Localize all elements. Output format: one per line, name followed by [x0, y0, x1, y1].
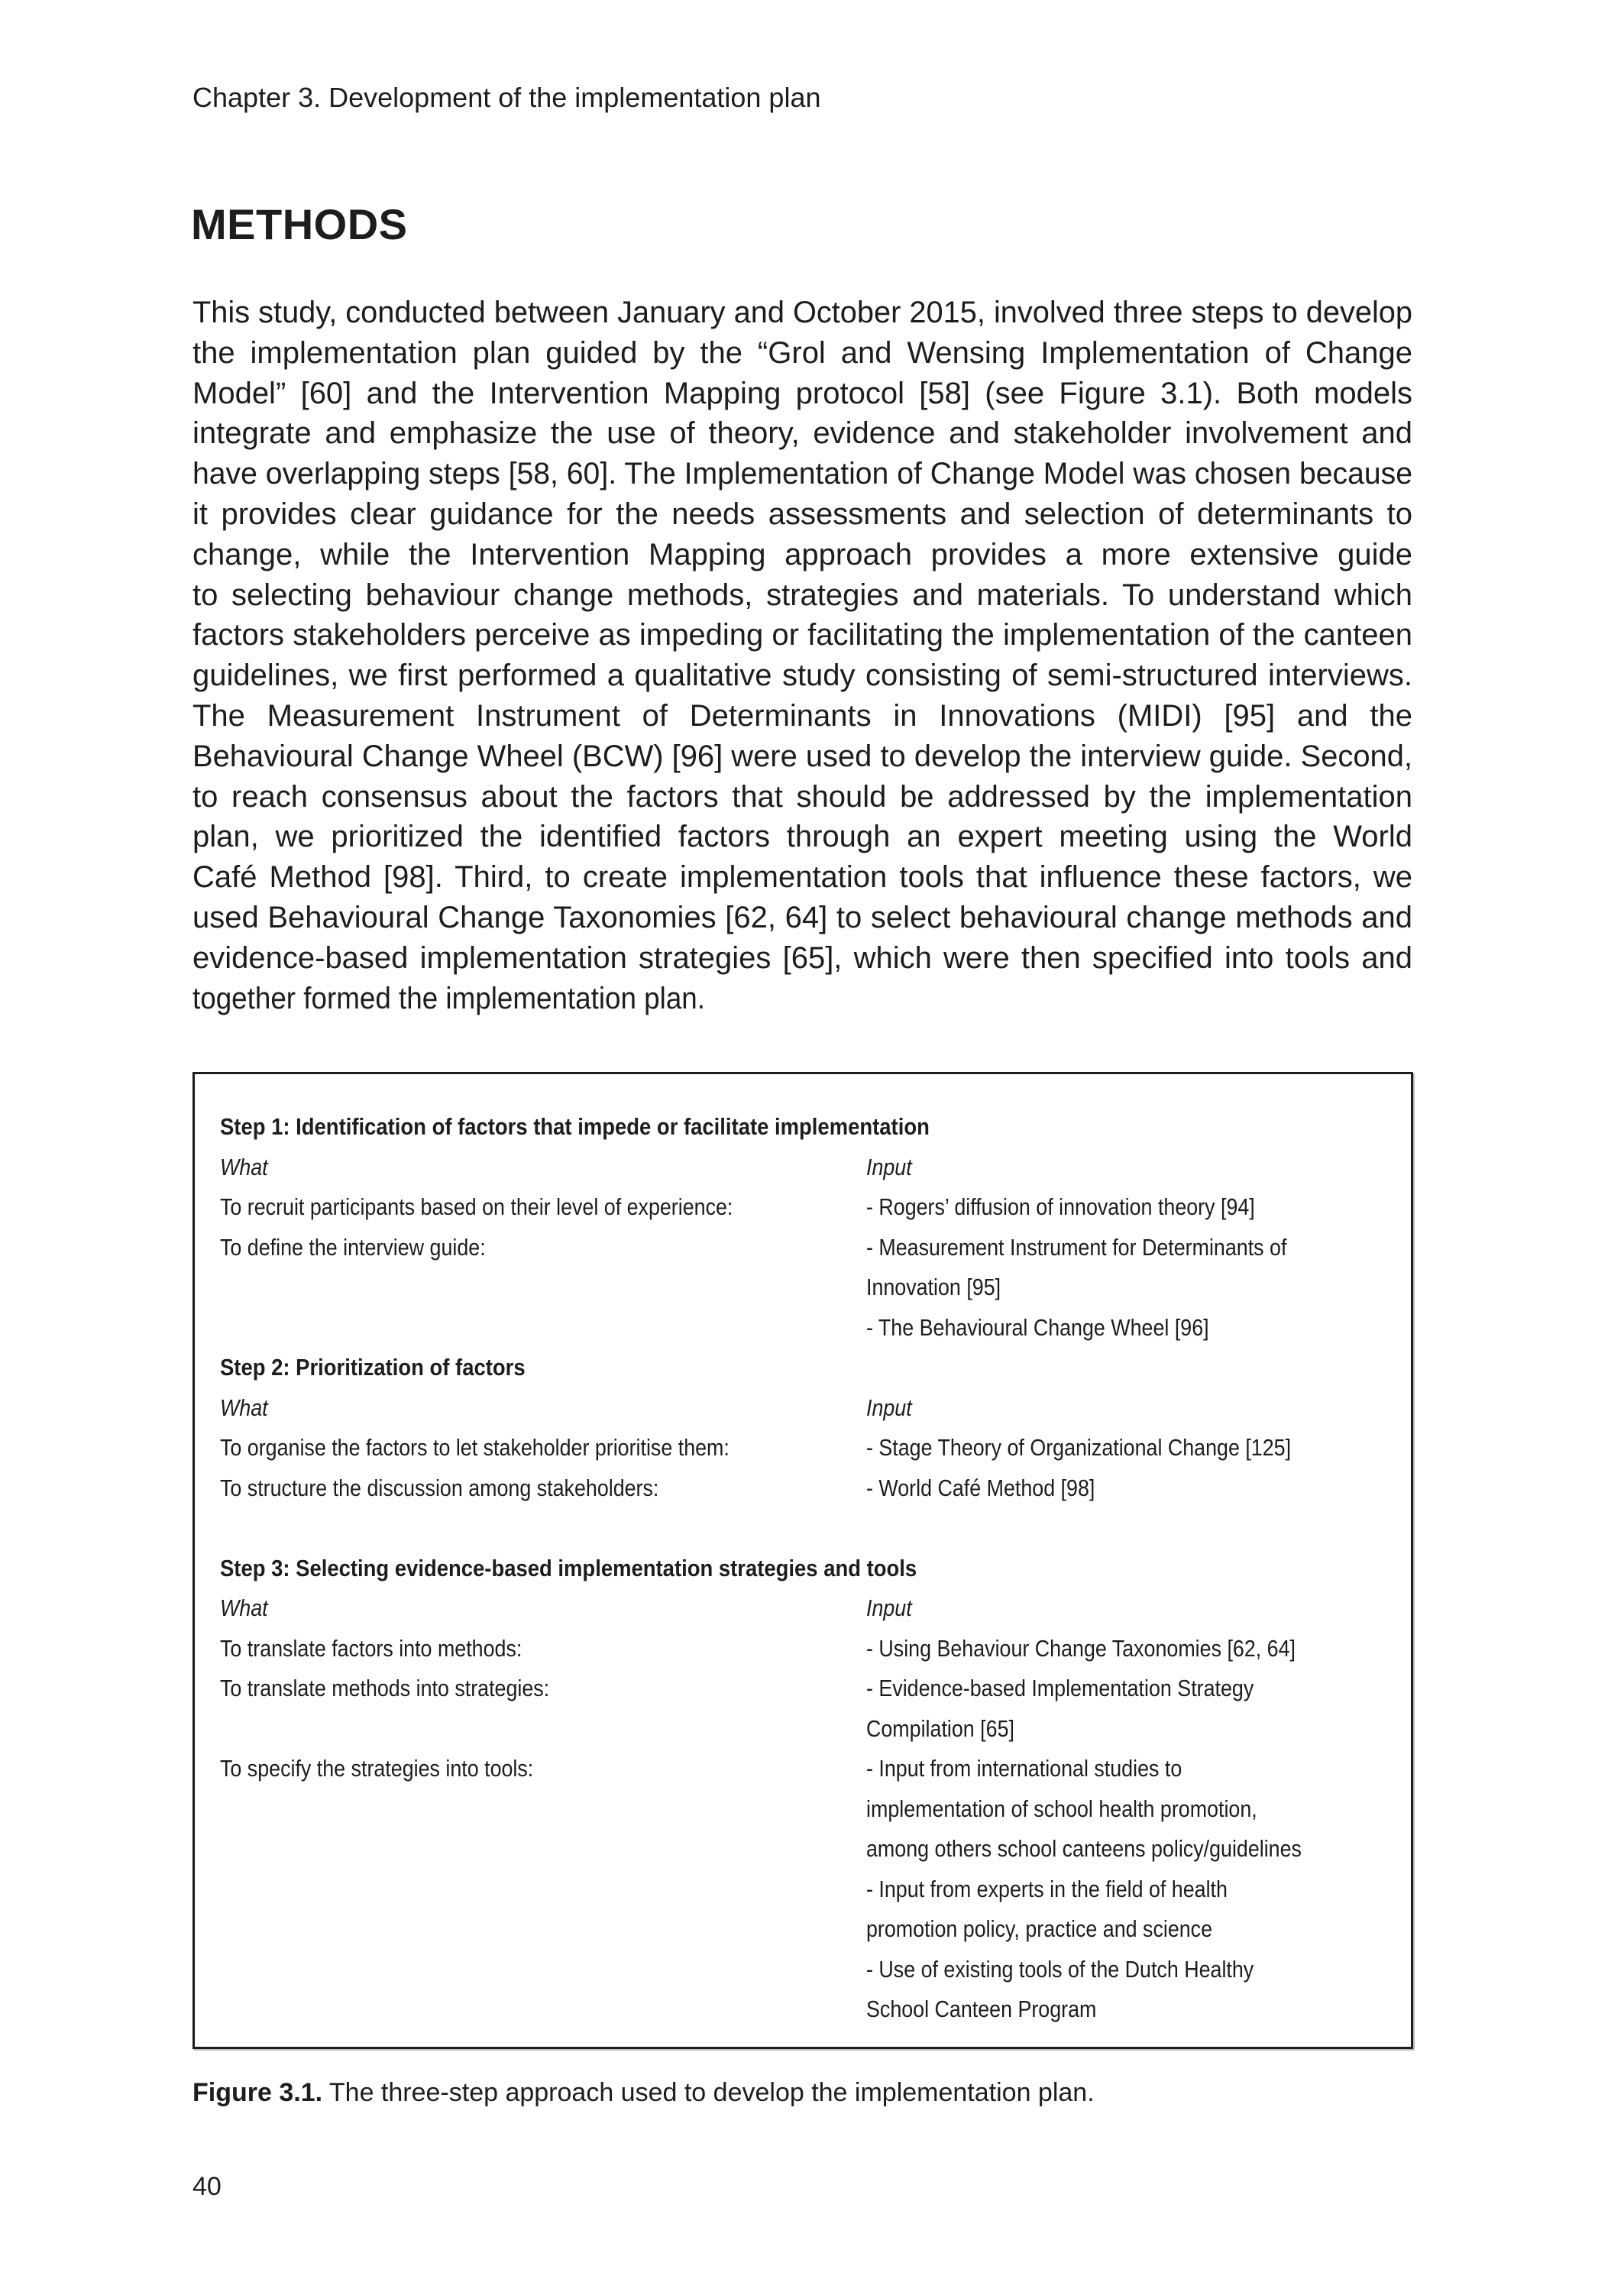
body-line-text: the implementation plan guided by the “Grol and Wensing Implementation of Change: [192, 335, 1412, 370]
body-line: [192, 494, 1412, 535]
figure-row: [220, 1308, 1396, 1348]
what-cell: To specify the strategies into tools:: [220, 1756, 534, 1782]
figure-row: [220, 1709, 1396, 1750]
figure-row: [220, 1187, 1396, 1228]
section-title: METHODS: [191, 200, 408, 248]
input-cell: implementation of school health promotion,: [866, 1795, 1257, 1822]
body-line: [192, 374, 1412, 414]
figure-caption-text: The three-step approach used to develop the implementation plan.: [322, 2078, 1095, 2107]
figure-step-heading: [220, 1348, 1396, 1388]
figure-row: [220, 1629, 1396, 1669]
body-line-text: guidelines, we first performed a qualitative study consisting of semi-structured interviews.: [192, 659, 1412, 693]
body-line: [192, 615, 1412, 656]
body-line-text: it provides clear guidance for the needs assessments and selection of determinants to: [192, 497, 1412, 531]
input-cell: - Use of existing tools of the Dutch Healthy: [866, 1956, 1254, 1983]
what-cell: To define the interview guide:: [220, 1234, 486, 1261]
body-line-text: change, while the Intervention Mapping approach provides a more extensive guide: [192, 537, 1412, 571]
figure-step-heading: [220, 1107, 1396, 1148]
figure-row: [220, 1749, 1396, 1789]
figure-step-heading: [220, 1549, 1396, 1589]
figure-caption: [192, 2074, 1095, 2111]
body-line: [192, 696, 1412, 736]
figure-row: [220, 1909, 1396, 1950]
input-cell: - Measurement Instrument for Determinants of: [866, 1234, 1287, 1261]
body-line-text: Model” [60] and the Intervention Mapping protocol [58] (see Figure 3.1). Both models: [192, 376, 1412, 410]
figure-row: [220, 1267, 1396, 1308]
body-line: [192, 575, 1412, 616]
input-cell: Innovation [95]: [866, 1274, 1001, 1300]
input-cell: - Input from experts in the field of health: [866, 1876, 1228, 1902]
body-line-text: to selecting behaviour change methods, strategies and materials. To understand which: [192, 578, 1412, 612]
figure-row: [220, 1428, 1396, 1468]
column-header-input: Input: [866, 1394, 912, 1421]
figure-row: [220, 1829, 1396, 1870]
figure-column-headers: [220, 1388, 1396, 1429]
input-cell: - Using Behaviour Change Taxonomies [62, 64]: [866, 1635, 1296, 1662]
body-line-text: together formed the implementation plan.: [192, 981, 705, 1015]
figure-row: [220, 1950, 1396, 1990]
body-line-text: This study, conducted between January and October 2015, involved three steps to develop: [192, 296, 1412, 329]
body-line: [192, 817, 1412, 857]
input-cell: - Evidence-based Implementation Strategy: [866, 1675, 1254, 1701]
what-cell: To organise the factors to let stakeholder prioritise them:: [220, 1435, 730, 1461]
body-line: [192, 333, 1412, 374]
what-cell: To translate factors into methods:: [220, 1635, 522, 1662]
column-header-what: What: [220, 1394, 268, 1421]
figure-row: [220, 1989, 1396, 2030]
figure-caption-label: Figure 3.1.: [192, 2078, 323, 2107]
input-cell: among others school canteens policy/guidelines: [866, 1836, 1302, 1862]
figure-row: [220, 1669, 1396, 1709]
body-line-text: have overlapping steps [58, 60]. The Implementation of Change Model was chosen because: [192, 457, 1412, 491]
what-cell: To recruit participants based on their level of experience:: [220, 1194, 733, 1220]
body-line-text: plan, we prioritized the identified factors through an expert meeting using the World: [192, 820, 1412, 854]
running-header-title: Development of the implementation plan: [321, 82, 821, 113]
body-paragraph: [192, 293, 1412, 1018]
body-line-text: to reach consensus about the factors that should be addressed by the implementation: [192, 779, 1412, 814]
input-cell: - The Behavioural Change Wheel [96]: [866, 1314, 1209, 1341]
body-line: [192, 777, 1412, 817]
figure-spacer: [220, 1508, 1396, 1549]
figure-content: [220, 1107, 1396, 2030]
figure-column-headers: [220, 1588, 1396, 1629]
figure-row: [220, 1870, 1396, 1910]
body-line: [192, 979, 1412, 1019]
body-line-text: integrate and emphasize the use of theory, evidence and stakeholder involvement and: [192, 416, 1412, 451]
column-header-what: What: [220, 1595, 268, 1621]
body-line-text: Behavioural Change Wheel (BCW) [96] were used to develop the interview guide. Second,: [192, 739, 1412, 773]
body-line-text: Café Method [98]. Third, to create implementation tools that influence these factors, we: [192, 860, 1412, 895]
what-cell: To translate methods into strategies:: [220, 1675, 550, 1701]
figure-row: [220, 1468, 1396, 1509]
input-cell: - Rogers’ diffusion of innovation theory [94]: [866, 1194, 1255, 1220]
body-line: [192, 898, 1412, 938]
step-title: Step 2: Prioritization of factors: [220, 1355, 526, 1381]
input-cell: - World Café Method [98]: [866, 1475, 1095, 1501]
body-line-text: The Measurement Instrument of Determinants in Innovations (MIDI) [95] and the: [192, 698, 1412, 733]
column-header-what: What: [220, 1154, 268, 1180]
body-line-text: evidence-based implementation strategies [65], which were then specified into tools and: [192, 940, 1412, 975]
body-line: [192, 293, 1412, 333]
figure-row: [220, 1228, 1396, 1268]
input-cell: promotion policy, practice and science: [866, 1916, 1213, 1942]
input-cell: Compilation [65]: [866, 1715, 1014, 1742]
column-header-input: Input: [866, 1595, 912, 1621]
step-title: Step 1: Identification of factors that impede or facilitate implementation: [220, 1114, 930, 1140]
body-line: [192, 736, 1412, 777]
running-header: [192, 79, 821, 116]
body-line: [192, 857, 1412, 898]
step-title: Step 3: Selecting evidence-based implementation strategies and tools: [220, 1555, 917, 1581]
column-header-input: Input: [866, 1154, 912, 1180]
input-cell: School Canteen Program: [866, 1996, 1097, 2022]
input-cell: - Stage Theory of Organizational Change [125]: [866, 1435, 1292, 1461]
body-line: [192, 938, 1412, 979]
input-cell: - Input from international studies to: [866, 1756, 1182, 1782]
body-line: [192, 413, 1412, 454]
body-line: [192, 535, 1412, 575]
body-line: [192, 656, 1412, 696]
body-line: [192, 454, 1412, 494]
figure-row: [220, 1789, 1396, 1830]
figure-column-headers: [220, 1148, 1396, 1188]
what-cell: To structure the discussion among stakeholders:: [220, 1475, 659, 1501]
running-header-chapter: Chapter 3.: [192, 82, 322, 113]
body-line-text: factors stakeholders perceive as impeding or facilitating the implementation of the canteen: [192, 618, 1412, 652]
body-line-text: used Behavioural Change Taxonomies [62, 64] to select behavioural change methods and: [192, 900, 1412, 934]
page-number: 40: [192, 2172, 222, 2201]
